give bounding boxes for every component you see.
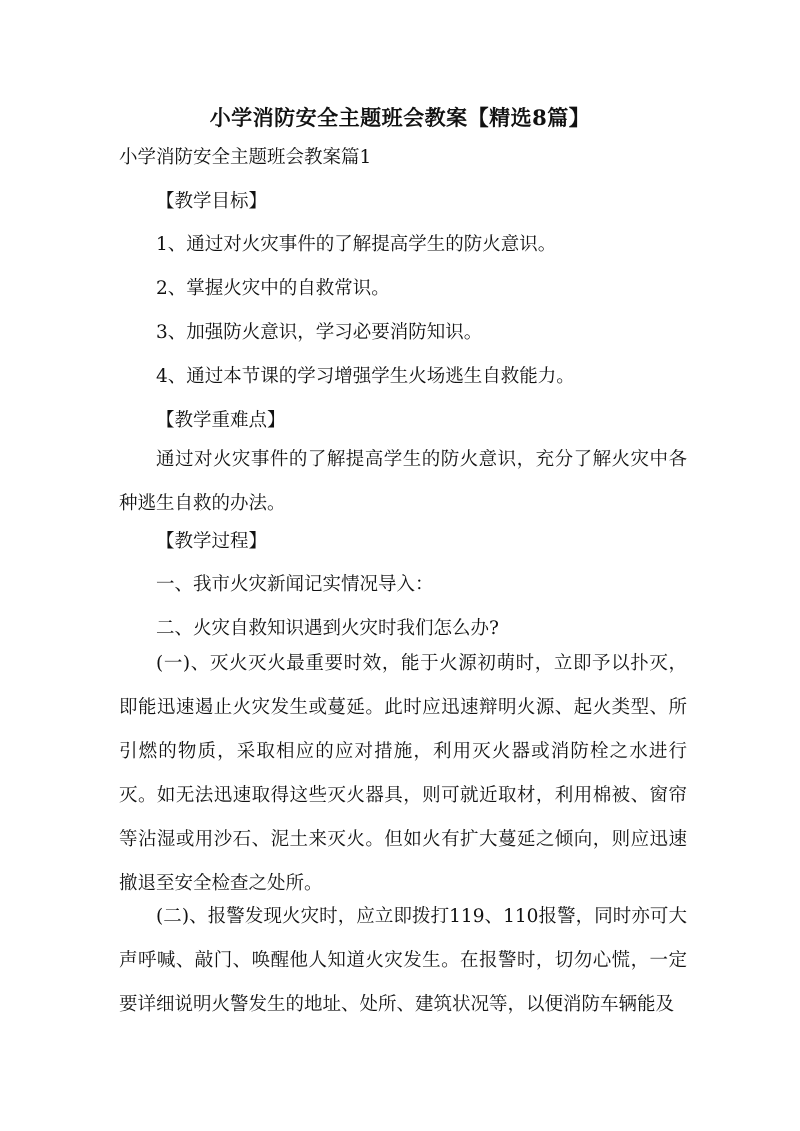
process-step: 二、火灾自救知识遇到火灾时我们怎么办? (156, 618, 499, 639)
section-heading: 小学消防安全主题班会教案篇1 (119, 147, 372, 168)
body-paragraph: (一)、灭火灭火最重要时效，能于火源初萌时，立即予以扑灭，即能迅速遏止火灾发生或蔓延。此时应迅速辩明火源、起火类型、所引燃的物质，采取相应的应对措施，利用灭火器或消防栓之水进行灭。如无法迅速取得这些灭火器具，则可就近取材，利用棉被、窗帘等沾湿或用沙石、泥土来灭火。但如火有扩大蔓延之倾向，则应迅速撤退至安全检查之处所。 (119, 653, 687, 894)
body-paragraph: (二)、报警发现火灾时，应立即拨打119、110报警，同时亦可大声呼喊、敲门、唤醒他人知道火灾发生。在报警时，切勿心慌，一定要详细说明火警发生的地址、处所、建筑状况等，以便消防车辆能及 (119, 906, 687, 1015)
process-step: 一、我市火灾新闻记实情况导入： (156, 574, 434, 595)
goal-item: 1、通过对火灾事件的了解提高学生的防火意识。 (156, 234, 557, 255)
goal-item: 4、通过本节课的学习增强学生火场逃生自救能力。 (156, 366, 575, 387)
key-points-paragraph: 通过对火灾事件的了解提高学生的防火意识，充分了解火灾中各种逃生自救的办法。 (119, 449, 687, 514)
document-title: 小学消防安全主题班会教案【精选8篇】 (209, 105, 591, 130)
goals-heading: 【教学目标】 (156, 191, 268, 212)
process-heading: 【教学过程】 (156, 531, 268, 552)
goal-item: 2、掌握火灾中的自救常识。 (156, 278, 390, 299)
goal-item: 3、加强防火意识，学习必要消防知识。 (156, 322, 483, 343)
key-points-heading: 【教学重难点】 (156, 410, 286, 431)
